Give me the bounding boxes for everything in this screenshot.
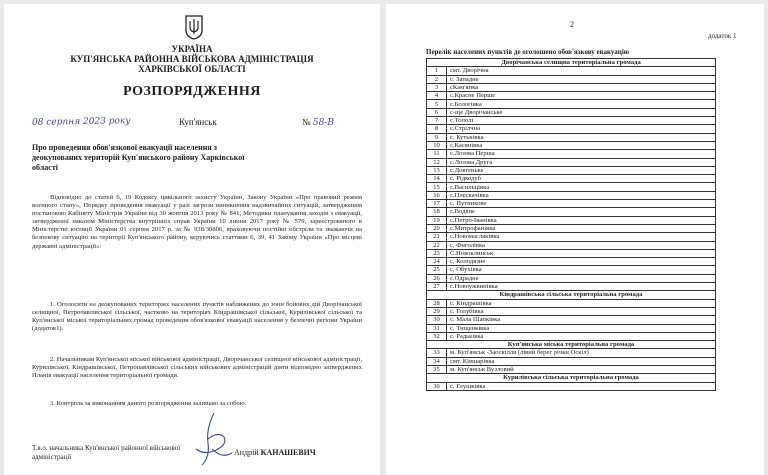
signatory-last-name: КАНАШЕВИЧ	[260, 448, 316, 457]
settlement-name: с.Довгеньке	[447, 166, 716, 174]
row-number: 12	[427, 158, 447, 166]
table-row	[427, 166, 716, 174]
table-row	[427, 316, 716, 324]
settlement-name: с. Мала Шапківка	[447, 316, 716, 324]
document-type-title: РОЗПОРЯДЖЕННЯ	[123, 84, 261, 99]
row-number: 17	[427, 200, 447, 208]
settlement-name: с.Водяне	[447, 208, 716, 216]
preamble-paragraph: Відповідно до статей 6, 19 Кодексу цивільного захисту України, Закону України «Про правовий режим воєнного стану», Порядку проведення евакуації у разі загрози виникнення надзвичайних ситуацій, затвердженим постановою Кабінету Міністрів України від 30 жовтня 2013 року № 841, Методики планування заходів з евакуації, затвердженої наказом Міністерства внутрішніх справ України 10 липня 2017 року № 579, зареєстрованого в Міністерстві юстиції України 01 серпня 2017 р. за № 938/30806, враховуючи постійні обстріли та зважаючи на безпекову ситуацію на території Куп'янського району, керуючись статтями 6, 39, 41 Закону України «Про місцеві державні адміністрації»:	[32, 194, 362, 250]
table-row	[427, 158, 716, 166]
header-country: УКРАЇНА	[171, 44, 213, 54]
row-number: 19	[427, 216, 447, 224]
row-number: 24	[427, 258, 447, 266]
header-administration: КУП'ЯНСЬКА РАЙОННА ВІЙСЬКОВА АДМІНІСТРАЦІЯ	[70, 54, 314, 64]
page-number: 2	[570, 20, 574, 29]
settlement-name: с.Касянівка	[447, 141, 716, 149]
table-group-row	[427, 291, 716, 299]
table-row	[427, 117, 716, 125]
row-number: 2	[427, 75, 447, 83]
row-number: 9	[427, 133, 447, 141]
settlement-name: с.Лозова Друга	[447, 158, 716, 166]
order-number	[302, 116, 334, 129]
settlements-table	[426, 58, 716, 391]
settlement-name: с.Одрадне	[447, 274, 716, 282]
paragraph-1: 1. Оголосити на деокупованих територіях населених пунктів наближених до зони бойових дій Дворічанської селищної, Петропавлівської сільської, частково на територіях Кіндрашівської сільської, Курилівської сільської та Куп'янської міської територіальних громад проведення обов'язкової евакуації населення у безпечні регіони України (додаток1).	[32, 301, 362, 333]
settlement-name: с. Кіндрашівка	[447, 299, 716, 307]
table-group-row	[427, 59, 716, 67]
table-row	[427, 349, 716, 357]
settlement-name: с. Обухівка	[447, 266, 716, 274]
row-number: 33	[427, 349, 447, 357]
order-date: 08 серпня 2023 року	[31, 116, 131, 128]
row-number: 6	[427, 108, 447, 116]
table-row	[427, 141, 716, 149]
settlement-name: с. Кутьківка	[447, 133, 716, 141]
order-page	[4, 4, 380, 475]
coat-of-arms-icon	[184, 14, 204, 40]
settlement-name: смт. Дворічна	[447, 67, 716, 75]
table-row	[427, 200, 716, 208]
table-row	[427, 258, 716, 266]
table-row	[427, 175, 716, 183]
settlement-name: с.Плескачівка	[447, 191, 716, 199]
settlement-name: сКам'янка	[447, 83, 716, 91]
table-row	[427, 208, 716, 216]
settlement-name: с.Петро-Іванівка	[447, 216, 716, 224]
settlement-name: с.Новоужвинівка	[447, 283, 716, 291]
group-heading: Дворічанська селищна територіальна громада	[427, 59, 716, 67]
number-prefix: №	[302, 117, 311, 127]
settlement-name: с.Митрофанівка	[447, 224, 716, 232]
row-number: 27	[427, 283, 447, 291]
table-row	[427, 382, 716, 390]
annex-label: додаток 1	[708, 32, 737, 40]
settlement-name: с.Васильцівка	[447, 183, 716, 191]
table-row	[427, 108, 716, 116]
table-row	[427, 274, 716, 282]
table-row	[427, 125, 716, 133]
row-number: 13	[427, 166, 447, 174]
group-heading: Куп'янська міська територіальна громада	[427, 341, 716, 349]
settlement-name: м. Куп'янськ Вузловий	[447, 365, 716, 373]
table-row	[427, 283, 716, 291]
table-row	[427, 100, 716, 108]
row-number: 5	[427, 100, 447, 108]
order-subject: Про проведення обов'язкової евакуації населення з деокупованих територій Куп'янського району Харківської області	[32, 143, 245, 172]
table-group-row	[427, 341, 716, 349]
signatory-first-name: Андрій	[234, 448, 259, 457]
table-row	[427, 307, 716, 315]
table-row	[427, 365, 716, 373]
settlement-name: с.Бологівка	[447, 100, 716, 108]
row-number: 10	[427, 141, 447, 149]
settlement-name: С.Новоклинськ	[447, 249, 716, 257]
table-row	[427, 75, 716, 83]
settlement-name: смт. Ківшарівка	[447, 357, 716, 365]
row-number: 21	[427, 233, 447, 241]
row-number: 1	[427, 67, 447, 75]
settlement-name: с.Новомасляківка	[447, 233, 716, 241]
row-number: 25	[427, 266, 447, 274]
group-heading: Курилівська сільська територіальна громада	[427, 374, 716, 382]
table-group-row	[427, 374, 716, 382]
row-number: 15	[427, 183, 447, 191]
row-number: 16	[427, 191, 447, 199]
signatory-position: Т.в.о. начальника Куп'янської районної військової адміністрації	[32, 444, 181, 461]
settlement-name: с. Радьківка	[447, 332, 716, 340]
handwritten-signature	[184, 409, 239, 471]
row-number: 35	[427, 365, 447, 373]
row-number: 26	[427, 274, 447, 282]
settlement-name: с. Западне	[447, 75, 716, 83]
settlement-name: с. Тищенківка	[447, 324, 716, 332]
group-heading: Кіндрашівська сільська територіальна громада	[427, 291, 716, 299]
table-row	[427, 150, 716, 158]
settlement-name: с.Стрілчна	[447, 125, 716, 133]
settlement-name: с. Путникове	[447, 200, 716, 208]
order-city: Куп'янськ	[179, 117, 217, 127]
table-row	[427, 332, 716, 340]
header-region: ХАРКІВСЬКОЇ ОБЛАСТІ	[138, 64, 246, 74]
row-number: 7	[427, 117, 447, 125]
settlement-name: с-ще Дворічанське	[447, 108, 716, 116]
row-number: 14	[427, 175, 447, 183]
table-row	[427, 224, 716, 232]
row-number: 32	[427, 332, 447, 340]
row-number: 3	[427, 83, 447, 91]
row-number: 11	[427, 150, 447, 158]
table-row	[427, 299, 716, 307]
signatory-name	[234, 449, 316, 458]
settlement-name: с.Красне Перше	[447, 92, 716, 100]
row-number: 31	[427, 324, 447, 332]
row-number: 30	[427, 316, 447, 324]
table-row	[427, 357, 716, 365]
table-row	[427, 83, 716, 91]
row-number: 28	[427, 299, 447, 307]
settlement-name: с. Рідкодуб	[447, 175, 716, 183]
annex-page	[386, 4, 764, 475]
annex-title: Перелік населених пунктів де оголошено обов'язкову евакуацію	[426, 48, 630, 56]
settlement-name: с.Тополі	[447, 117, 716, 125]
settlement-name: с. Голубівка	[447, 307, 716, 315]
paragraph-3: 3. Контроль за виконанням даного розпорядження залишаю за собою.	[50, 400, 247, 407]
table-row	[427, 191, 716, 199]
table-row	[427, 241, 716, 249]
row-number: 20	[427, 224, 447, 232]
table-row	[427, 67, 716, 75]
settlement-name: с. Колодязне	[447, 258, 716, 266]
row-number: 36	[427, 382, 447, 390]
table-row	[427, 249, 716, 257]
settlement-name: с. Фиголівка	[447, 241, 716, 249]
settlement-name: с.Лозова Перша	[447, 150, 716, 158]
settlement-name: с. Глушківка	[447, 382, 716, 390]
number-value: 58-В	[312, 118, 334, 128]
row-number: 8	[427, 125, 447, 133]
table-row	[427, 233, 716, 241]
row-number: 34	[427, 357, 447, 365]
row-number: 22	[427, 241, 447, 249]
settlement-name: м. Куп'янськ -Заоскілля (лівий берег річки Оскіл)	[447, 349, 716, 357]
row-number: 23	[427, 249, 447, 257]
table-row	[427, 216, 716, 224]
paragraph-2: 2. Начальникам Куп'янської міської військової адміністрації, Дворічанської селищної військової адміністрації, Курилівської, Кіндрашівської, Петропавлівської сільських військових адміністрацій діяти відповідно затверджених Планів евакуації населення територіальної громади.	[32, 356, 362, 380]
table-row	[427, 324, 716, 332]
row-number: 29	[427, 307, 447, 315]
row-number: 4	[427, 92, 447, 100]
table-row	[427, 133, 716, 141]
row-number: 18	[427, 208, 447, 216]
table-row	[427, 266, 716, 274]
table-row	[427, 92, 716, 100]
table-row	[427, 183, 716, 191]
